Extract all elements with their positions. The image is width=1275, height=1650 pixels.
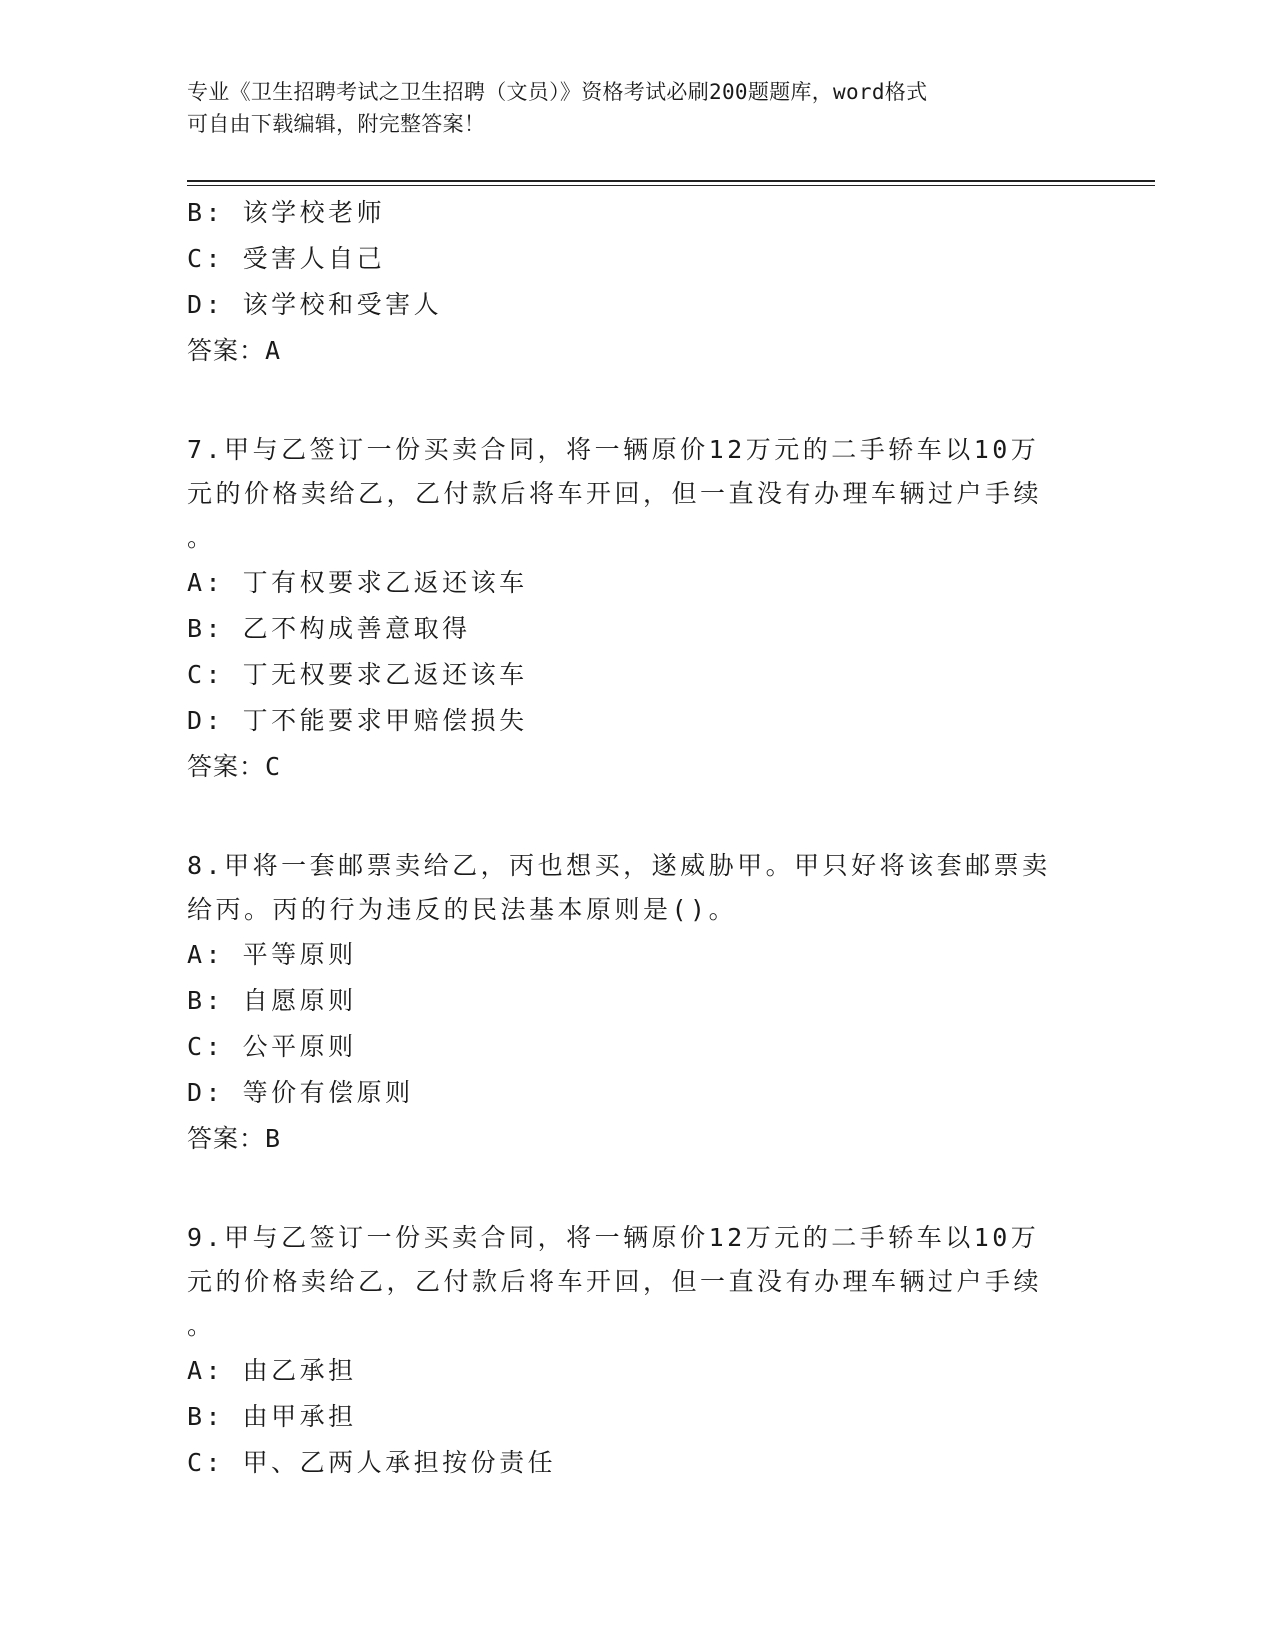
document-header [187, 76, 1067, 140]
question-stem [187, 844, 1067, 932]
option-c: C: 丁无权要求乙返还该车 [187, 660, 528, 689]
option-c: C: 受害人自己 [187, 244, 386, 273]
header-divider-thin [187, 185, 1155, 186]
option-a: A: 由乙承担 [187, 1356, 357, 1385]
option-b: B: 自愿原则 [187, 986, 357, 1015]
option-c: C: 甲、乙两人承担按份责任 [187, 1448, 557, 1477]
option-a: A: 丁有权要求乙返还该车 [187, 568, 528, 597]
option-b: B: 由甲承担 [187, 1402, 357, 1431]
question-block-7 [187, 428, 1067, 790]
stem-line: 元的价格卖给乙，乙付款后将车开回，但一直没有办理车辆过户手续 [187, 479, 1043, 508]
option-d: D: 丁不能要求甲赔偿损失 [187, 706, 528, 735]
header-line-1: 专业《卫生招聘考试之卫生招聘（文员）》资格考试必刷200题题库，word格式 [187, 80, 928, 104]
stem-line: 9.甲与乙签订一份买卖合同，将一辆原价12万元的二手轿车以10万 [187, 1223, 1040, 1252]
answer-line: 答案：A [187, 336, 282, 365]
question-stem [187, 1216, 1067, 1348]
question-block-9 [187, 1216, 1067, 1486]
option-d: D: 等价有偿原则 [187, 1078, 414, 1107]
question-list [187, 190, 1067, 1486]
stem-line: 元的价格卖给乙，乙付款后将车开回，但一直没有办理车辆过户手续 [187, 1267, 1043, 1296]
option-b: B: 该学校老师 [187, 198, 386, 227]
option-a: A: 平等原则 [187, 940, 357, 969]
option-d: D: 该学校和受害人 [187, 290, 443, 319]
option-c: C: 公平原则 [187, 1032, 357, 1061]
stem-line: 8.甲将一套邮票卖给乙，丙也想买，遂威胁甲。甲只好将该套邮票卖 [187, 851, 1051, 880]
stem-line: 给丙。丙的行为违反的民法基本原则是()。 [187, 895, 738, 924]
stem-line: 。 [187, 1311, 216, 1340]
stem-line: 。 [187, 523, 216, 552]
stem-line: 7.甲与乙签订一份买卖合同，将一辆原价12万元的二手轿车以10万 [187, 435, 1040, 464]
question-stem [187, 428, 1067, 560]
answer-line: 答案：C [187, 752, 282, 781]
option-b: B: 乙不构成善意取得 [187, 614, 471, 643]
header-divider-thick [187, 180, 1155, 182]
question-block-8 [187, 844, 1067, 1162]
answer-line: 答案：B [187, 1124, 282, 1153]
header-line-2: 可自由下载编辑，附完整答案！ [187, 112, 486, 136]
question-block-6 [187, 190, 1067, 374]
